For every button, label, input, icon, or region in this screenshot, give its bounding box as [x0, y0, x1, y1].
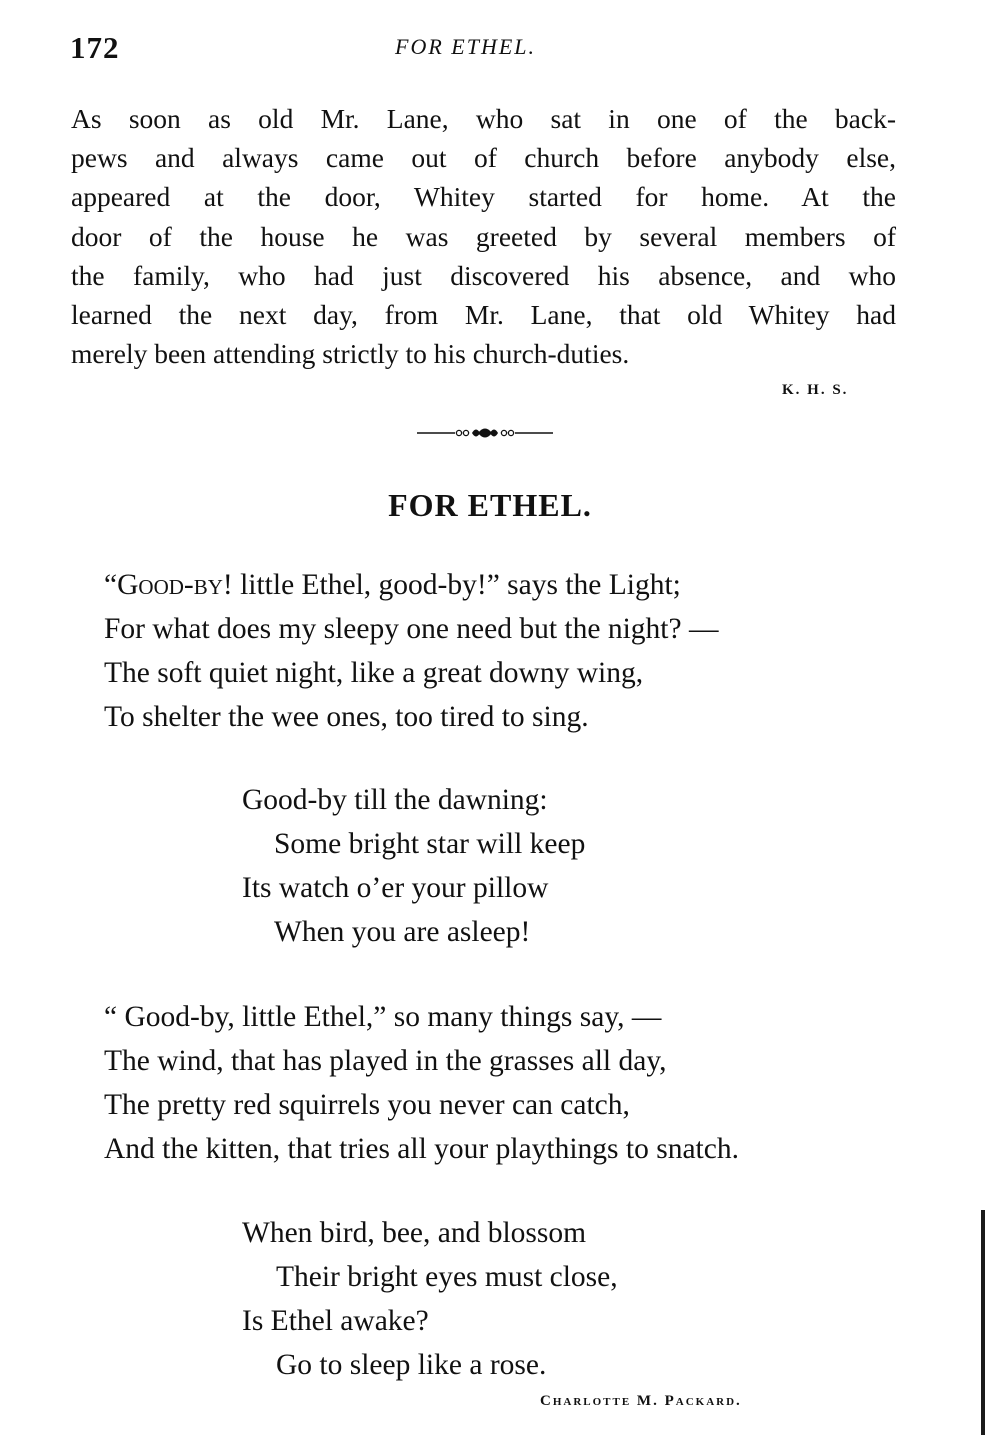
poem-signature: Charlotte M. Packard.	[540, 1393, 742, 1409]
prose-paragraph	[71, 99, 896, 373]
verse-line: The pretty red squirrels you never can catch,	[104, 1089, 630, 1121]
refrain-line: When bird, bee, and blossom	[242, 1217, 587, 1249]
refrain-line: Their bright eyes must close,	[276, 1261, 618, 1293]
author-initials: K. H. S.	[782, 382, 849, 398]
page-edge-line	[981, 1210, 985, 1435]
refrain-line: Good-by till the dawning:	[242, 784, 548, 816]
prose-line: pews and always came out of church before anybody else,	[71, 142, 896, 174]
prose-line: As soon as old Mr. Lane, who sat in one of the back-	[71, 103, 896, 134]
verse-line: For what does my sleepy one need but the night? —	[104, 613, 719, 645]
verse-line: “ Good-by, little Ethel,” so many things say, —	[104, 1001, 662, 1033]
refrain-line: When you are asleep!	[274, 916, 531, 948]
verse-line: To shelter the wee ones, too tired to sing.	[104, 701, 589, 733]
open-quote: “	[104, 569, 118, 601]
prose-line: appeared at the door, Whitey started for home. At the	[71, 181, 896, 213]
prose-line: the family, who had just discovered his absence, and who	[71, 259, 896, 291]
smallcaps-word: Good-by	[117, 569, 223, 601]
refrain-line: Is Ethel awake?	[242, 1305, 429, 1337]
verse-line: The wind, that has played in the grasses all day,	[104, 1045, 667, 1077]
refrain-line: Its watch o’er your pillow	[242, 872, 549, 904]
page-number: 172	[70, 30, 120, 65]
verse-line-rest: ! little Ethel, good-by!” says the Light;	[222, 569, 681, 601]
verse-line: The soft quiet night, like a great downy wing,	[104, 657, 644, 689]
verse-line: And the kitten, that tries all your playthings to snatch.	[104, 1133, 739, 1165]
prose-line: merely been attending strictly to his church-duties.	[71, 338, 630, 370]
poem-title: FOR ETHEL.	[388, 487, 592, 523]
running-head: FOR ETHEL.	[395, 34, 536, 59]
ornament-divider	[415, 424, 555, 442]
refrain-line: Some bright star will keep	[274, 828, 586, 860]
prose-line: learned the next day, from Mr. Lane, that old Whitey had	[71, 299, 896, 331]
verse-line	[104, 563, 681, 607]
prose-line: door of the house he was greeted by several members of	[71, 220, 896, 252]
refrain-line: Go to sleep like a rose.	[276, 1349, 547, 1381]
